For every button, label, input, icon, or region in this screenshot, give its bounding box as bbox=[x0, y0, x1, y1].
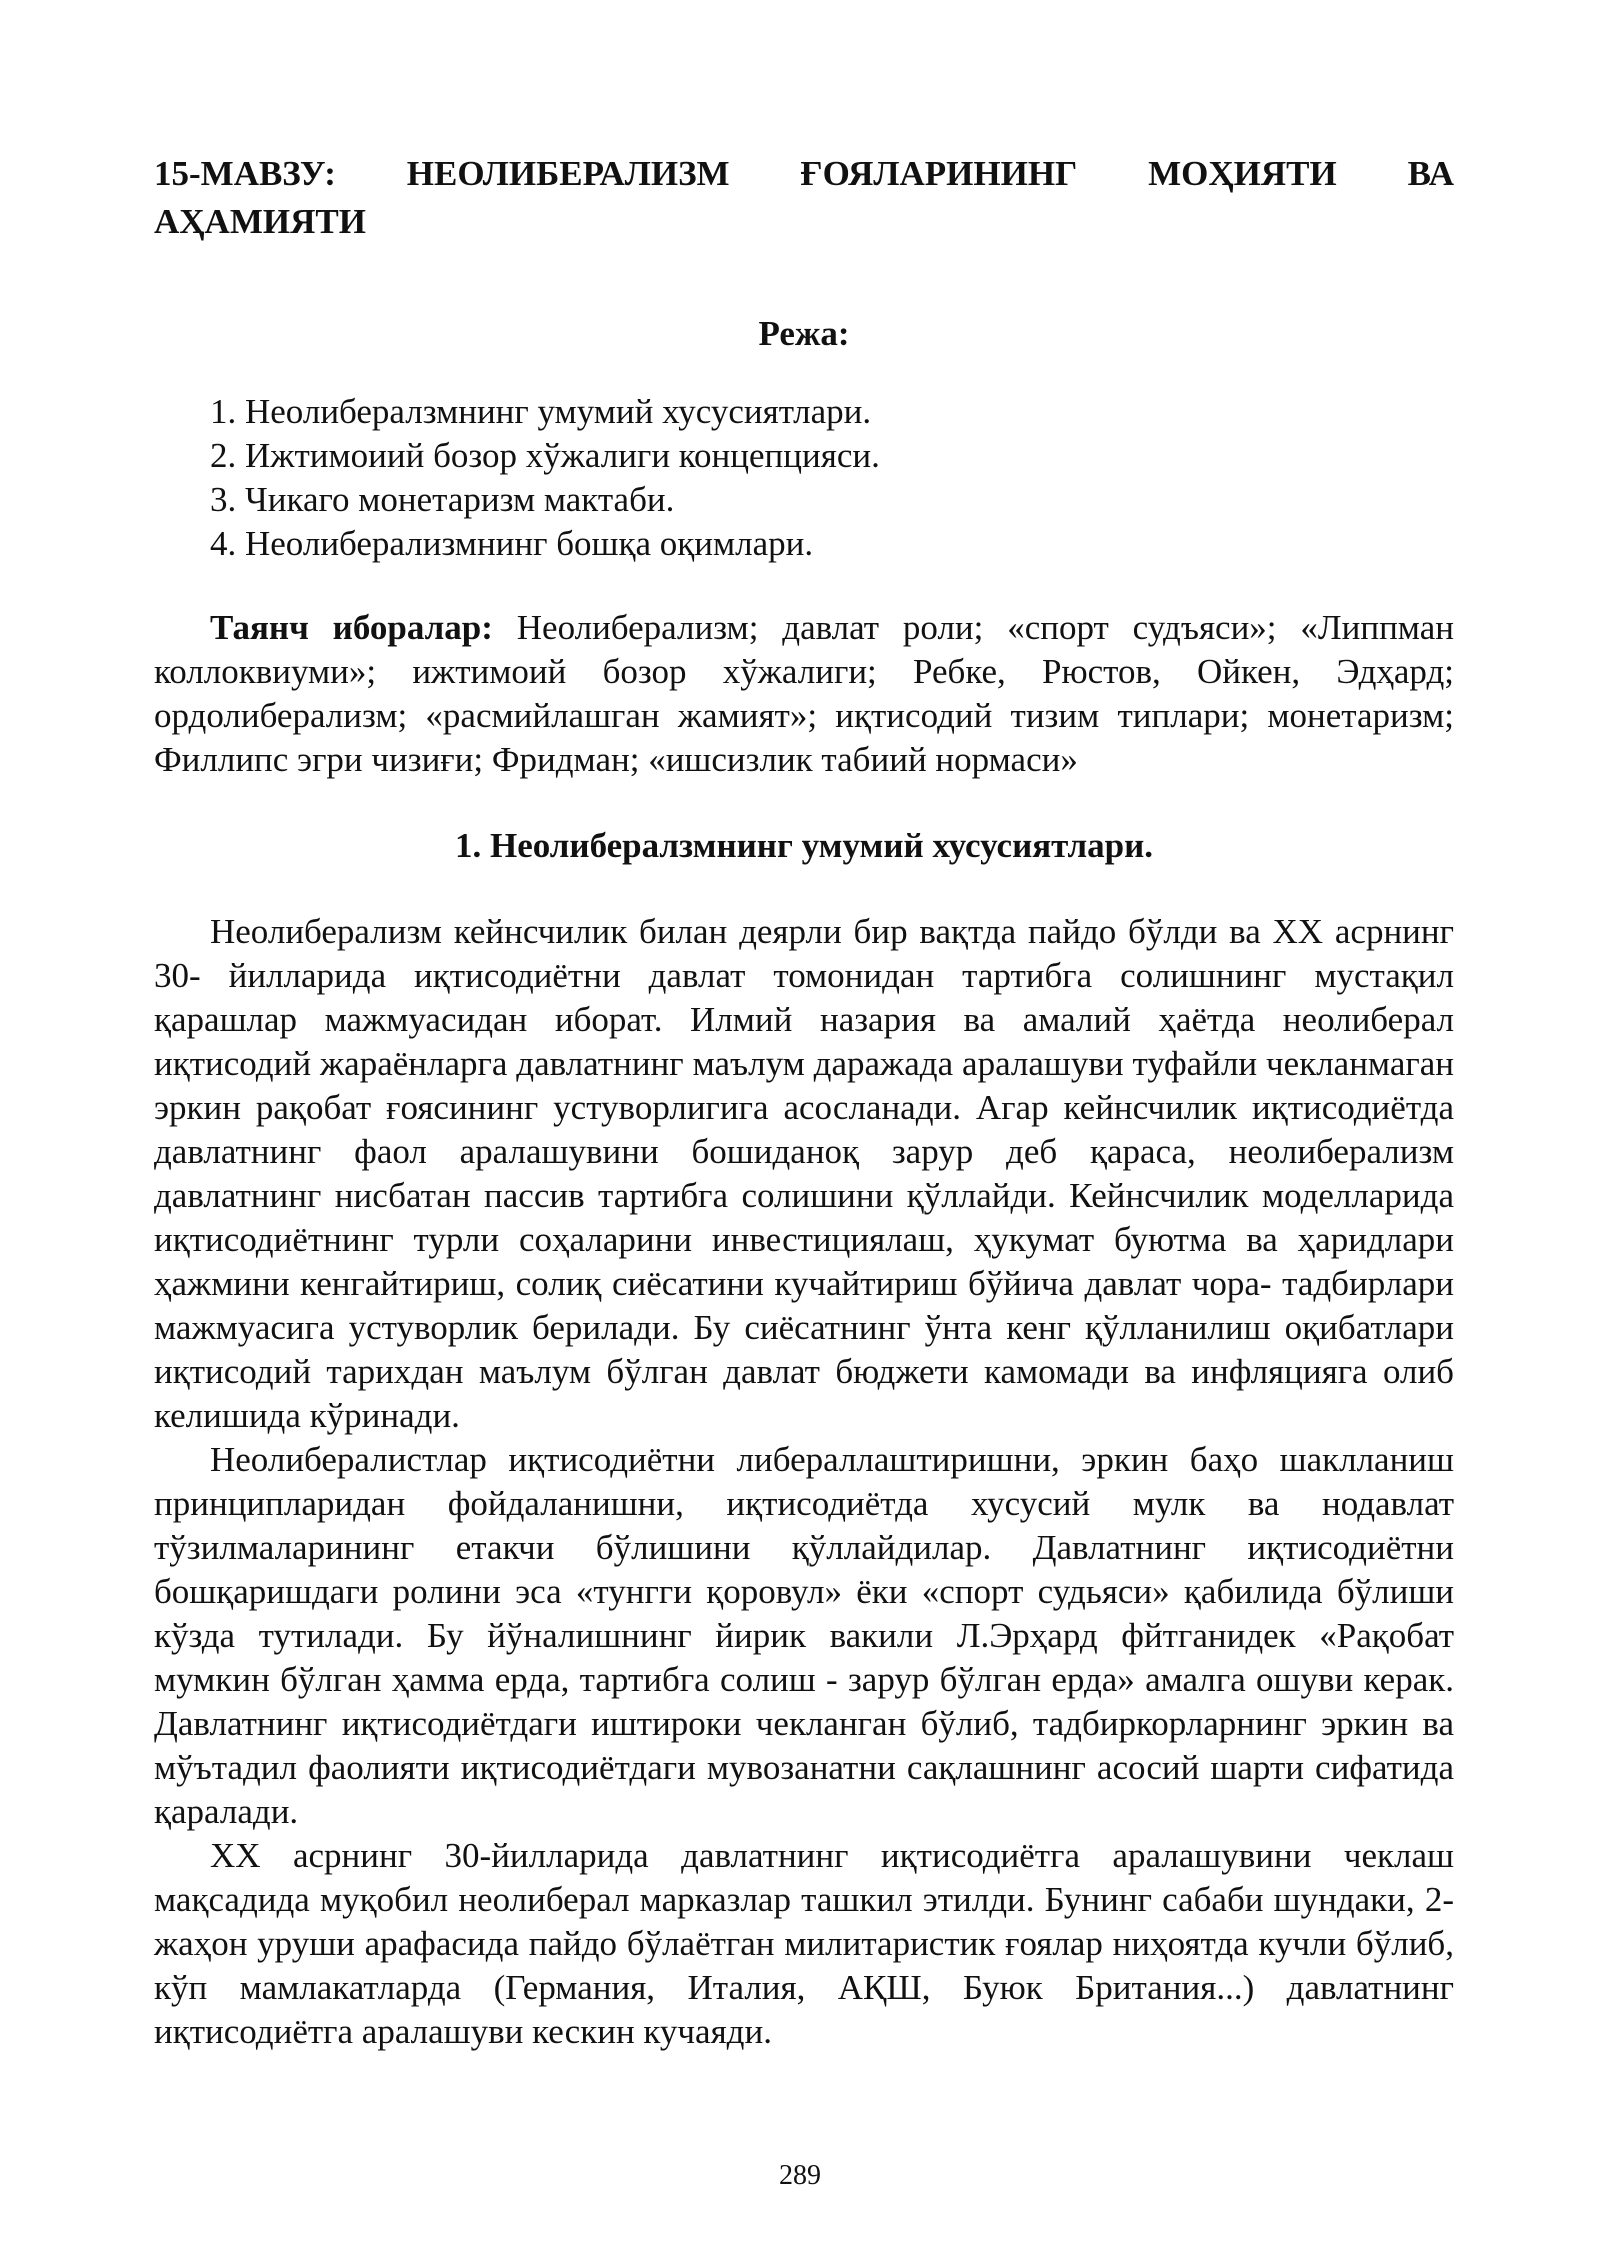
section-heading: 1. Неолибералзмнинг умумий хусусиятлари. bbox=[454, 826, 1154, 865]
keywords-label: Таянч иборалар: bbox=[210, 608, 493, 647]
plan-list bbox=[154, 390, 1454, 566]
plan-item: 2. Ижтимоиий бозор хўжалиги концепцияси. bbox=[210, 436, 880, 475]
plan-heading: Режа: bbox=[758, 314, 850, 353]
keywords-paragraph bbox=[154, 606, 1454, 782]
plan-item: 3. Чикаго монетаризм мактаби. bbox=[210, 480, 675, 519]
page-title: 15-МАВЗУ: НЕОЛИБЕРАЛИЗМ ҒОЯЛАРИНИНГ МОҲИЯТИ ВА bbox=[154, 154, 1454, 193]
body-paragraph: Неолиберализм кейнсчилик билан деярли бир вақтда пайдо бўлди ва XX асрнинг 30- йилларида иқтисодиётни давлат томонидан тартибга солишнинг мустақил қарашлар мажмуасидан иборат. Илмий назария ва амалий ҳаётда неолиберал иқтисодий жараёнларга давлатнинг маълум даражада аралашуви туфайли чекланмаган эркин рақобат ғоясининг устуворлигига асосланади. Агар кейнсчилик иқтисодиётда давлатнинг фаол аралашувини бошиданоқ зарур деб қараса, неолиберализм давлатнинг нисбатан пассив тартибга солишини қўллайди. Кейнсчилик моделларида иқтисодиётнинг турли соҳаларини инвестициялаш, ҳукумат буютма ва ҳаридлари ҳажмини кенгайтириш, солиқ сиёсатини кучайтириш бўйича давлат чора- тадбирлари мажмуасига устуворлик берилади. Бу сиёсатнинг ўнта кенг қўлланилиш оқибатлари иқтисодий тарихдан маълум бўлган давлат бюджети камомади ва инфляцияга олиб келишида кўринади. bbox=[154, 912, 1454, 1435]
body-paragraph: Неолибералистлар иқтисодиётни либераллаштиришни, эркин баҳо шаклланиш принципларидан фойдаланишни, иқтисодиётда хусусий мулк ва нодавлат тўзилмаларининг етакчи бўлишини қўллайдилар. Давлатнинг иқтисодиётни бошқаришдаги ролини эса «тунгги қоровул» ёки «спорт судьяси» қабилида бўлиши кўзда тутилади. Бу йўналишнинг йирик вакили Л.Эрҳард фйтганидек «Рақобат мумкин бўлган ҳамма ерда, тартибга солиш - зарур бўлган ерда» амалга ошуви керак. Давлатнинг иқтисодиётдаги иштироки чекланган бўлиб, тадбиркорларнинг эркин ва мўътадил фаолияти иқтисодиётдаги мувозанатни сақлашнинг асосий шарти сифатида қаралади. bbox=[154, 1440, 1454, 1831]
plan-item: 4. Неолиберализмнинг бошқа оқимлари. bbox=[210, 524, 814, 563]
page-title-continued: АҲАМИЯТИ bbox=[154, 202, 366, 241]
page-number: 289 bbox=[779, 2160, 821, 2191]
keywords-text: Неолиберализм; давлат роли; «спорт судъяси»; «Липпман коллоквиуми»; ижтимоий бозор хўжалиги; Ребке, Рюстов, Ойкен, Эдҳард; ордолиберализм; «расмийлашган жамият»; иқтисодий тизим типлари; монетаризм; Филлипс эгри чизиғи; Фридман; «ишсизлик табиий нормаси» bbox=[154, 608, 1454, 779]
document-page bbox=[154, 150, 1454, 2054]
body-paragraph: XX асрнинг 30-йилларида давлатнинг иқтисодиётга аралашувини чеклаш мақсадида муқобил неолиберал марказлар ташкил этилди. Бунинг сабаби шундаки, 2-жаҳон уруши арафасида пайдо бўлаётган милитаристик ғоялар ниҳоятда кучли бўлиб, кўп мамлакатларда (Германия, Италия, АҚШ, Буюк Британия...) давлатнинг иқтисодиётга аралашуви кескин кучаяди. bbox=[154, 1836, 1454, 2051]
plan-item: 1. Неолибералзмнинг умумий хусусиятлари. bbox=[210, 392, 872, 431]
